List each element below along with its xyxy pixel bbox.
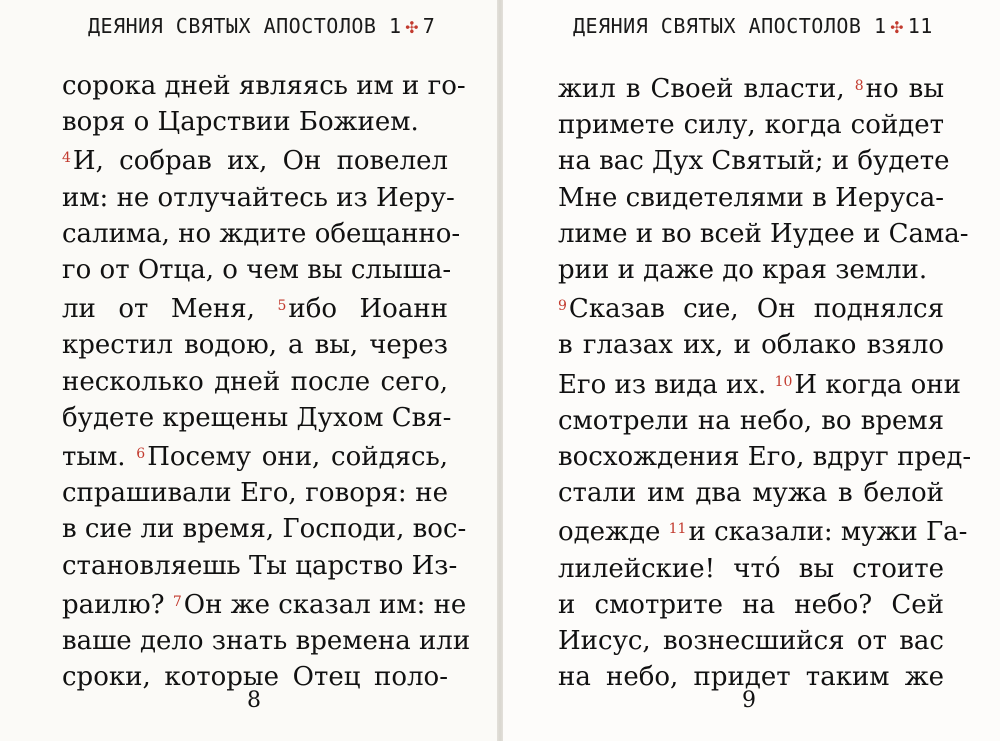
verse-number: 9 [558,298,567,315]
verse-number: 8 [854,78,864,94]
right-page [503,0,1000,741]
verse-number: 10 [774,373,793,390]
line-text: лилейские! что́ вы стоите [558,553,944,584]
scripture-text [558,68,972,695]
text-line [558,511,968,550]
text-line [558,143,950,179]
verse-number: 4 [62,150,71,167]
page-number: 8 [247,688,261,713]
running-header [88,14,435,38]
line-text: но вы [865,74,945,104]
line-text: в сие ли время, Господи, вос- [62,514,467,545]
text-line [558,327,944,363]
line-text: го от Отца, о чем вы слыша- [62,255,452,286]
line-text: становляешь Ты царство Из- [62,550,458,581]
header-verse: 11 [907,14,933,38]
text-line [558,475,944,511]
line-text: Он же сказал им: не [183,589,467,620]
line-text: Мне свидетелями в Иеруса- [558,182,944,213]
line-text: Сказав сие, Он поднялся [568,294,944,325]
line-text: тым. [62,442,137,473]
header-title: ДЕЯНИЯ СВЯТЫХ АПОСТОЛОВ [88,14,377,38]
line-text: И когда они [794,369,961,400]
text-line [62,327,448,363]
line-text: одежде [558,517,669,548]
text-line [62,584,467,623]
text-line [62,104,448,140]
text-line [62,400,452,436]
line-text: салима, но ждите обещанно- [62,218,461,249]
text-line [62,475,448,511]
header-chapter: 1 [874,14,887,38]
line-text: будете крещены Духом Свя- [62,402,452,433]
header-title: ДЕЯНИЯ СВЯТЫХ АПОСТОЛОВ [573,14,862,38]
line-text: Иисус, вознесшийся от вас [558,626,944,657]
line-text: раилю? [62,589,173,620]
text-line [62,436,448,475]
header-chapter: 1 [389,14,402,38]
line-text: смотрели на небо, во время [558,405,944,436]
line-text: им: не отлучайтесь из Иеру- [62,182,455,213]
text-line [62,68,466,104]
line-text: ибо Иоанн [288,294,448,325]
line-text: восхождения Его, вдруг пред- [558,442,972,473]
text-line [62,288,448,327]
line-text: И, собрав их, Он повелел [72,146,448,177]
text-line [62,548,458,584]
line-text: и сказали: мужи Га- [688,517,968,548]
line-text: примете силу, когда сойдет [558,110,944,141]
text-line [558,180,944,216]
text-line [558,107,944,143]
line-text: и смотрите на небо? Сей [558,589,944,620]
text-line [558,68,944,107]
text-line [558,623,944,659]
text-line [558,439,972,475]
red-cross-icon: ✣ [890,14,904,38]
text-line [558,288,944,327]
verse-number: 5 [277,298,287,315]
text-line [558,252,944,288]
line-text: на вас Дух Святый; и будете [558,146,950,177]
scripture-text [62,68,471,695]
line-text: сроки, которые Отец поло- [62,662,448,693]
line-text: в глазах их, и облако взяло [558,330,944,361]
line-text: крестил водою, а вы, через [62,330,448,361]
line-text: воря о Царствии Божием. [62,107,419,138]
text-line [62,216,461,252]
verse-number: 6 [136,446,146,463]
left-page [0,0,497,741]
line-text: жил в Своей власти, [558,74,855,104]
text-line [62,140,448,179]
line-text: стали им два мужа в белой [558,478,944,509]
line-text: несколько дней после сего, [62,366,448,397]
line-text: спрашивали Его, говоря: не [62,478,448,509]
line-text: Его из вида их. [558,369,775,400]
line-text: ваше дело знать времена или [62,626,471,657]
text-line [558,403,944,439]
line-text: Посему они, сойдясь, [147,442,448,473]
line-text: рии и даже до края земли. [558,255,928,286]
text-line [558,216,969,252]
line-text: ли от Меня, [62,294,278,325]
line-text: лиме и во всей Иудее и Сама- [558,218,969,249]
red-cross-icon: ✣ [405,14,419,38]
verse-number: 7 [172,593,182,610]
line-text: на небо, придет таким же [558,662,944,693]
text-line [62,511,467,547]
text-line [558,364,961,403]
text-line [62,252,452,288]
page-number: 9 [742,688,756,713]
line-text: сорока дней являясь им и го- [62,71,466,101]
text-line [62,364,448,400]
running-header [573,14,933,38]
header-verse: 7 [422,14,436,38]
text-line [558,587,944,623]
text-line [62,180,455,216]
text-line [558,551,944,587]
verse-number: 11 [668,521,687,538]
text-line [62,623,471,659]
